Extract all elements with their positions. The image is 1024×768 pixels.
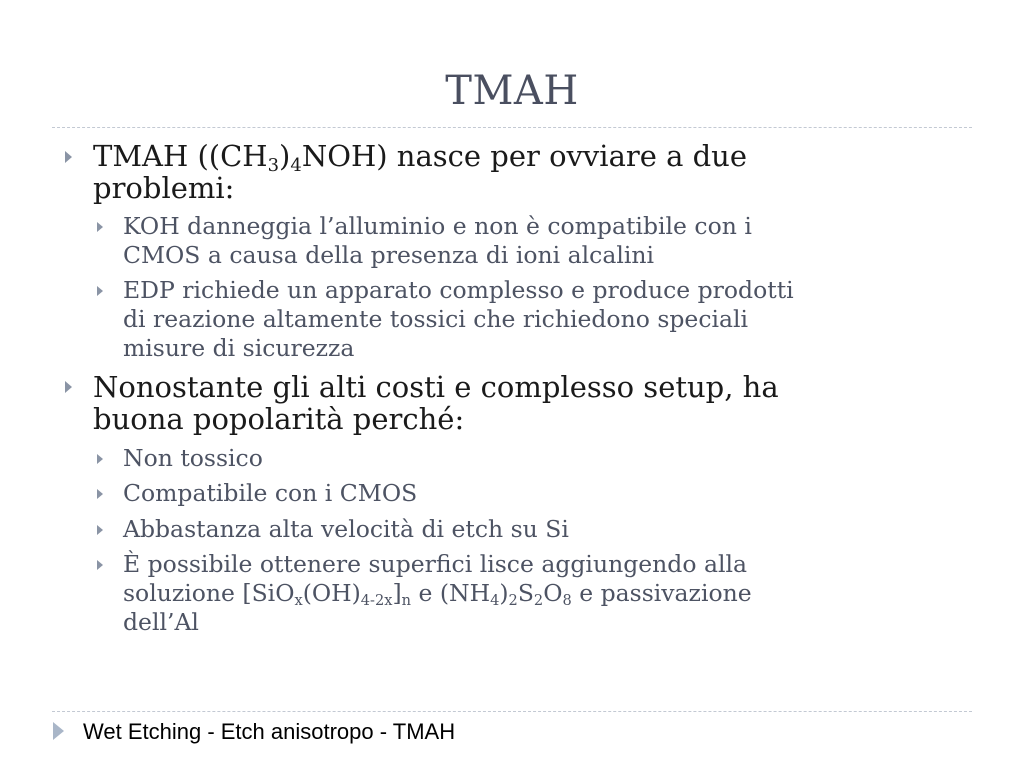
text-segment: TMAH ((CH xyxy=(93,139,268,173)
title-divider xyxy=(52,127,972,128)
text-segment: soluzione [SiO xyxy=(123,579,295,607)
text-segment: ] xyxy=(392,579,402,607)
text-segment: NOH) nasce per ovviare a due xyxy=(301,139,748,173)
bullet-arrow-icon xyxy=(65,151,72,163)
text-segment: ) xyxy=(279,139,291,173)
bullet-popularity xyxy=(93,371,779,435)
sub-bullet-arrow-icon xyxy=(97,489,103,499)
footer-text: Wet Etching - Etch anisotropo - TMAH xyxy=(83,719,456,744)
sub-bullet-velocita xyxy=(123,515,569,544)
footer-divider xyxy=(52,711,972,712)
sub-bullet-edp xyxy=(123,276,794,363)
bullet-arrow-icon xyxy=(65,381,72,393)
text-segment: e passivazione xyxy=(571,579,752,607)
subscript: n xyxy=(401,592,412,610)
subscript: 8 xyxy=(562,592,572,610)
subscript: 4 xyxy=(490,592,500,610)
text-segment: ) xyxy=(499,579,509,607)
subscript: 2 xyxy=(508,592,518,610)
sub-bullet-compatibile xyxy=(123,479,417,508)
subscript: 3 xyxy=(267,155,280,177)
bullet-line: problemi: xyxy=(93,171,235,205)
sub-bullet-arrow-icon xyxy=(97,222,103,232)
bullet-line: buona popolarità perché: xyxy=(93,402,465,436)
sub-bullet-arrow-icon xyxy=(97,560,103,570)
text-segment: e (NH xyxy=(411,579,491,607)
text-segment: (OH) xyxy=(302,579,361,607)
sub-bullet-arrow-icon xyxy=(97,454,103,464)
bullet-line: Nonostante gli alti costi e complesso setup, ha xyxy=(93,370,779,404)
subscript: x xyxy=(294,592,303,610)
bullet-line: Non tossico xyxy=(123,444,263,472)
bullet-line: KOH danneggia l’alluminio e non è compatibile con i xyxy=(123,212,752,240)
bullet-line: CMOS a causa della presenza di ioni alcalini xyxy=(123,241,655,269)
subscript: 2 xyxy=(533,592,544,610)
bullet-line xyxy=(93,139,748,177)
sub-bullet-arrow-icon xyxy=(97,525,103,535)
slide-title: TMAH xyxy=(445,68,579,114)
bullet-line xyxy=(123,579,752,608)
subscript: 4-2x xyxy=(360,592,393,610)
bullet-tmah-intro xyxy=(93,140,747,204)
bullet-line: dell’Al xyxy=(123,608,199,636)
bullet-line: di reazione altamente tossici che richiedono speciali xyxy=(123,305,749,333)
text-segment: S xyxy=(517,579,534,607)
subscript: 4 xyxy=(290,155,302,177)
sub-bullet-superfici xyxy=(123,550,752,637)
bullet-line: Compatibile con i CMOS xyxy=(123,479,418,507)
sub-bullet-koh xyxy=(123,212,752,270)
sub-bullet-arrow-icon xyxy=(97,286,103,296)
sub-bullet-non-tossico xyxy=(123,444,263,473)
text-segment: O xyxy=(543,579,563,607)
bullet-line: EDP richiede un apparato complesso e produce prodotti xyxy=(123,276,794,304)
bullet-line: misure di sicurezza xyxy=(123,334,355,362)
bullet-line: È possibile ottenere superfici lisce aggiungendo alla xyxy=(123,550,748,578)
footer-arrow-icon xyxy=(53,722,64,740)
bullet-line: Abbastanza alta velocità di etch su Si xyxy=(123,515,569,543)
